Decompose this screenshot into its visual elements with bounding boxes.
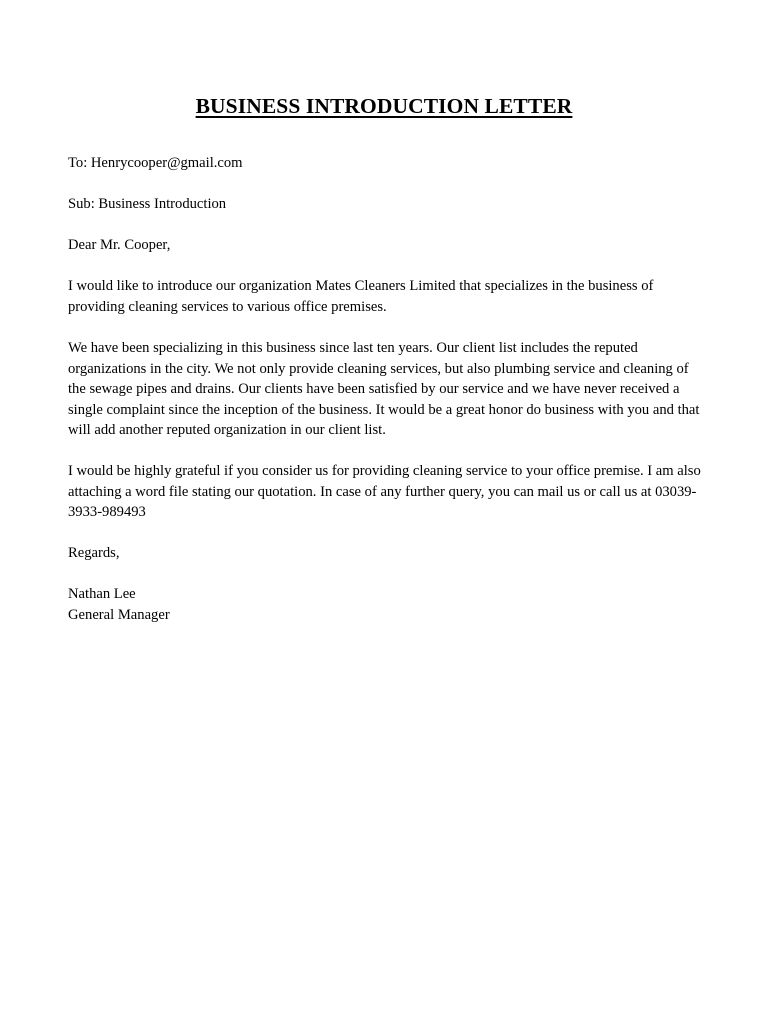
request-paragraph: I would be highly grateful if you consider us for providing cleaning service to your office premise. I am also attaching a word file stating our quotation. In case of any further query, you can mail us or call us at 03039-3933-989493: [68, 463, 701, 521]
signer-name: Nathan Lee: [68, 586, 136, 602]
experience-paragraph: We have been specializing in this business since last ten years. Our client list includes the reputed organizations in the city. We not only provide cleaning services, but also plumbing service and cleaning of the sewage pipes and drains. Our clients have been satisfied by our service and we have never received a single complaint since the inception of the business. It would be a great honor do business with you and that will add another reputed organization in our client list.: [68, 340, 700, 439]
closing: Regards,: [68, 545, 120, 561]
letter-title: BUSINESS INTRODUCTION LETTER: [195, 94, 573, 118]
signature-block: [68, 584, 708, 625]
intro-paragraph: I would like to introduce our organization Mates Cleaners Limited that specializes in the business of providing cleaning services to various office premises.: [68, 278, 654, 315]
recipient-line: To: Henrycooper@gmail.com: [68, 155, 243, 171]
signer-title: General Manager: [68, 606, 170, 623]
subject-line: Sub: Business Introduction: [68, 196, 227, 212]
salutation: Dear Mr. Cooper,: [68, 237, 171, 253]
